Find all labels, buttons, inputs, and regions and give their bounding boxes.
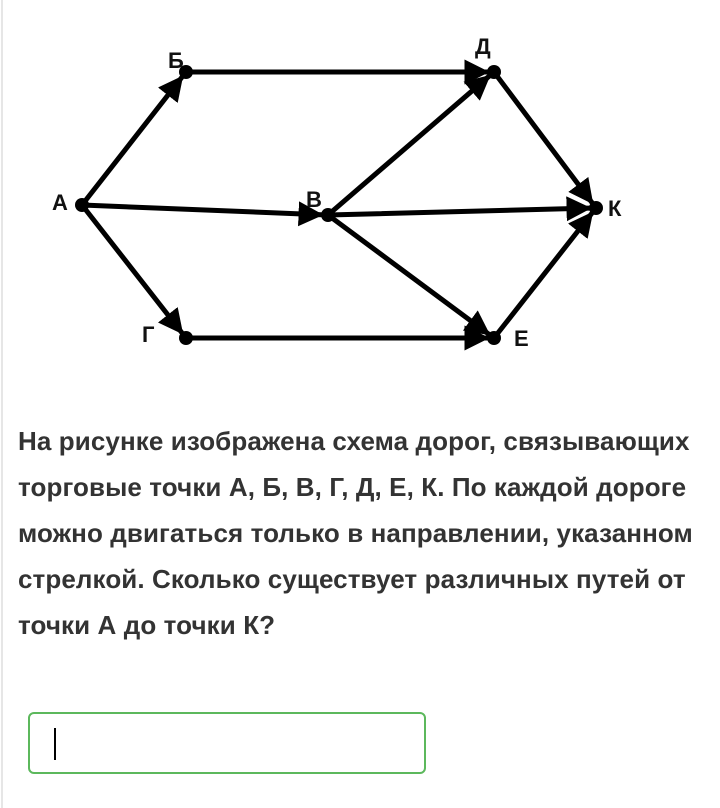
node-D [487,65,501,79]
edge-D-K [494,72,592,202]
edge-V-E [328,215,488,334]
node-label-B: Б [168,48,184,73]
node-label-G: Г [142,322,155,347]
node-label-A: А [52,190,68,215]
edge-A-V [82,205,321,215]
node-K [589,201,603,215]
road-diagram [0,0,720,400]
edge-E-K [494,214,592,338]
node-E [487,331,501,345]
node-A [75,198,89,212]
node-label-K: К [608,196,622,221]
node-G [179,331,193,345]
answer-input[interactable] [28,712,426,774]
edge-V-K [328,208,589,215]
node-label-D: Д [475,34,491,59]
node-label-E: Е [514,326,529,351]
node-label-V: В [306,187,322,212]
edge-V-D [328,77,489,215]
question-text: На рисунке изображена схема дорог, связывающих торговые точки А, Б, В, Г, Д, Е, К. По каждой дороге можно двигаться только в направлении, указанном стрелкой. Сколько существует различных путей от точки А до точки К? [18,426,693,640]
node-V [321,208,335,222]
edge-A-B [82,78,182,205]
edge-A-G [82,205,182,332]
